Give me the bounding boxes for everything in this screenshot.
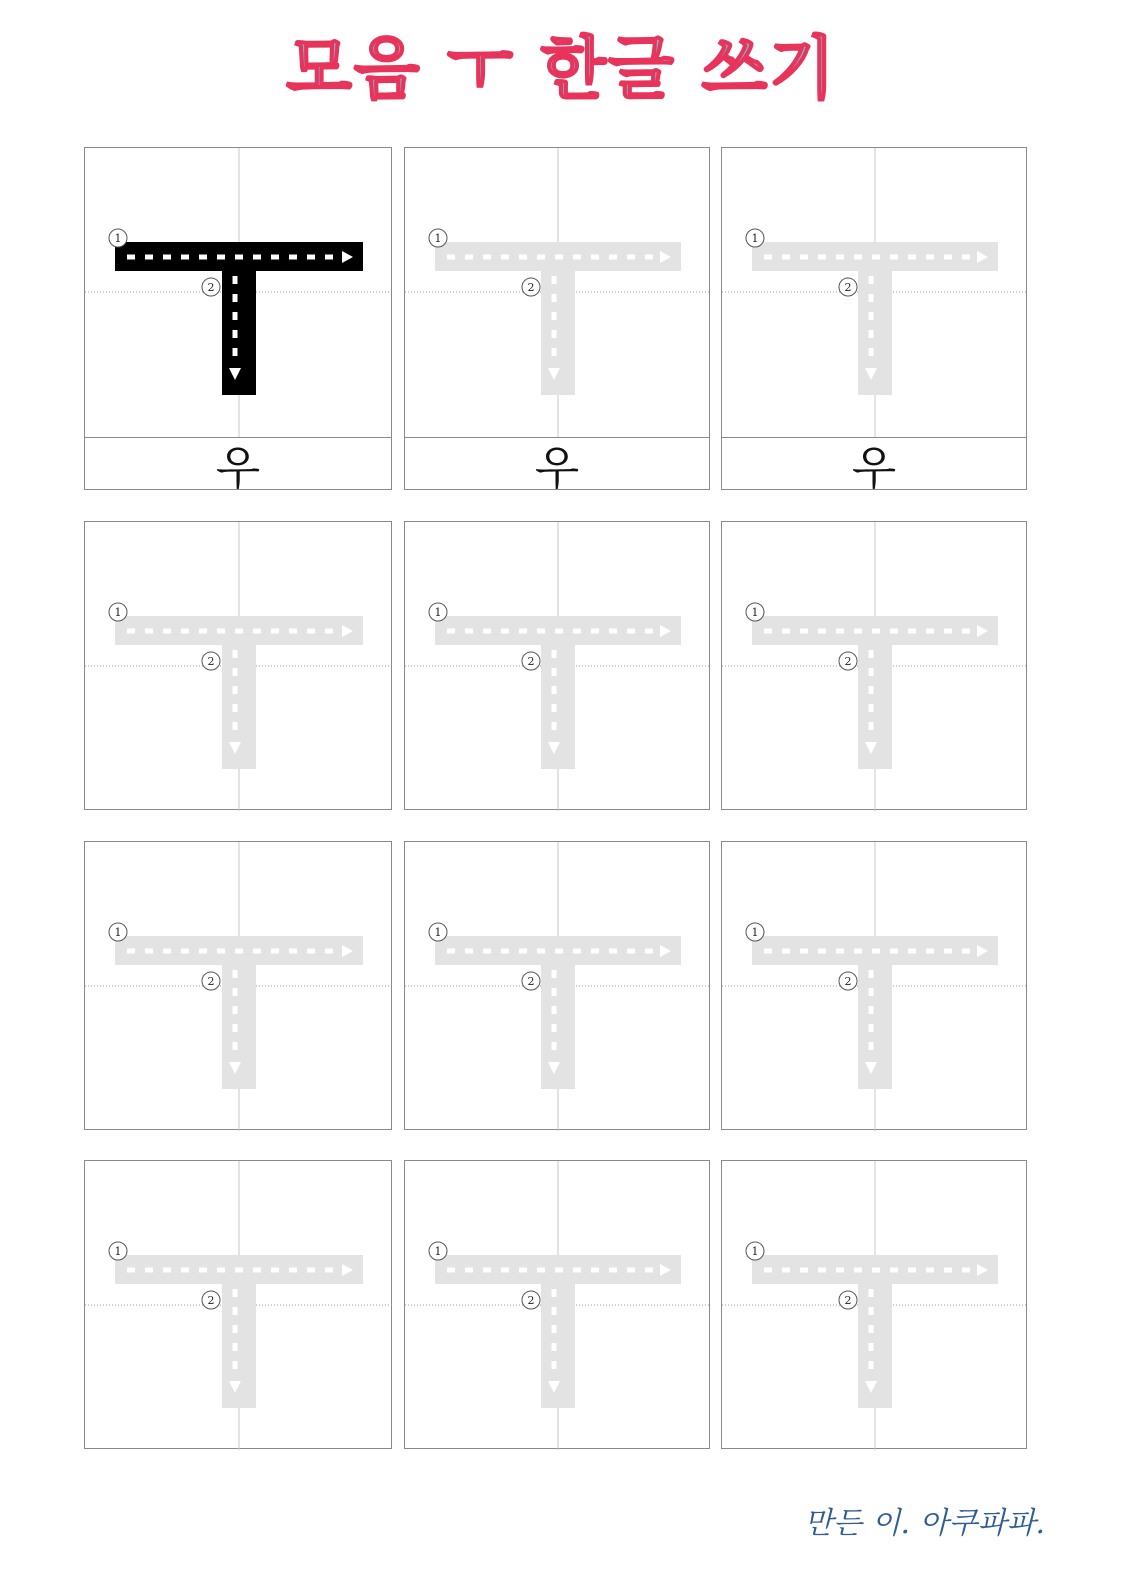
- stroke-order-number: 1: [114, 606, 122, 619]
- stroke-order-number: 2: [207, 975, 215, 988]
- vertical-stroke: [222, 1284, 256, 1408]
- stroke-order-number: 1: [751, 926, 759, 939]
- vertical-stroke: [222, 645, 256, 769]
- stroke-order-number: 1: [434, 1245, 442, 1258]
- practice-cell: [721, 147, 1027, 495]
- page-title: 모음 ㅜ 한글 쓰기: [286, 30, 837, 109]
- stroke-order-number: 1: [751, 606, 759, 619]
- stroke-order-number: 1: [434, 926, 442, 939]
- stroke-order-number: 1: [114, 926, 122, 939]
- practice-cell: [84, 841, 392, 1130]
- stroke-order-number: 2: [207, 1294, 215, 1307]
- stroke-order-number: 1: [434, 232, 442, 245]
- stroke-order-number: 2: [844, 975, 852, 988]
- vertical-stroke: [858, 1284, 892, 1408]
- stroke-order-number: 2: [844, 655, 852, 668]
- syllable-caption: 우: [722, 437, 1026, 491]
- stroke-order-number: 2: [527, 975, 535, 988]
- practice-cell: [84, 1160, 392, 1449]
- glyph-canvas: [85, 522, 393, 811]
- practice-cell: [721, 1160, 1027, 1449]
- glyph-canvas: [722, 842, 1028, 1131]
- glyph-canvas: [722, 148, 1028, 437]
- author-credit: 만든 이. 아쿠파파.: [803, 1506, 1045, 1541]
- vertical-stroke: [541, 1284, 575, 1408]
- stroke-order-number: 2: [527, 281, 535, 294]
- stroke-order-number: 1: [434, 606, 442, 619]
- practice-cell: [404, 521, 710, 810]
- practice-cell: [84, 147, 392, 495]
- practice-cell: [721, 841, 1027, 1130]
- syllable-caption: 우: [85, 437, 391, 491]
- glyph-canvas: [405, 522, 711, 811]
- vertical-stroke: [541, 271, 575, 395]
- stroke-order-number: 1: [114, 232, 122, 245]
- vertical-stroke: [858, 965, 892, 1089]
- vertical-stroke: [541, 645, 575, 769]
- glyph-canvas: [722, 522, 1028, 811]
- vertical-stroke: [222, 271, 256, 395]
- glyph-canvas: [85, 148, 393, 437]
- vertical-stroke: [222, 965, 256, 1089]
- glyph-canvas: [85, 842, 393, 1131]
- glyph-canvas: [85, 1161, 393, 1450]
- practice-cell: [84, 521, 392, 810]
- syllable-caption: 우: [405, 437, 709, 491]
- stroke-order-number: 2: [527, 655, 535, 668]
- glyph-canvas: [405, 148, 711, 437]
- stroke-order-number: 1: [114, 1245, 122, 1258]
- stroke-order-number: 2: [844, 281, 852, 294]
- stroke-order-number: 2: [207, 655, 215, 668]
- practice-cell: [721, 521, 1027, 810]
- practice-cell: [404, 147, 710, 495]
- glyph-canvas: [405, 842, 711, 1131]
- stroke-order-number: 2: [844, 1294, 852, 1307]
- vertical-stroke: [858, 271, 892, 395]
- vertical-stroke: [541, 965, 575, 1089]
- glyph-canvas: [722, 1161, 1028, 1450]
- stroke-order-number: 2: [527, 1294, 535, 1307]
- practice-cell: [404, 1160, 710, 1449]
- glyph-canvas: [405, 1161, 711, 1450]
- practice-cell: [404, 841, 710, 1130]
- stroke-order-number: 1: [751, 232, 759, 245]
- stroke-order-number: 2: [207, 281, 215, 294]
- stroke-order-number: 1: [751, 1245, 759, 1258]
- vertical-stroke: [858, 645, 892, 769]
